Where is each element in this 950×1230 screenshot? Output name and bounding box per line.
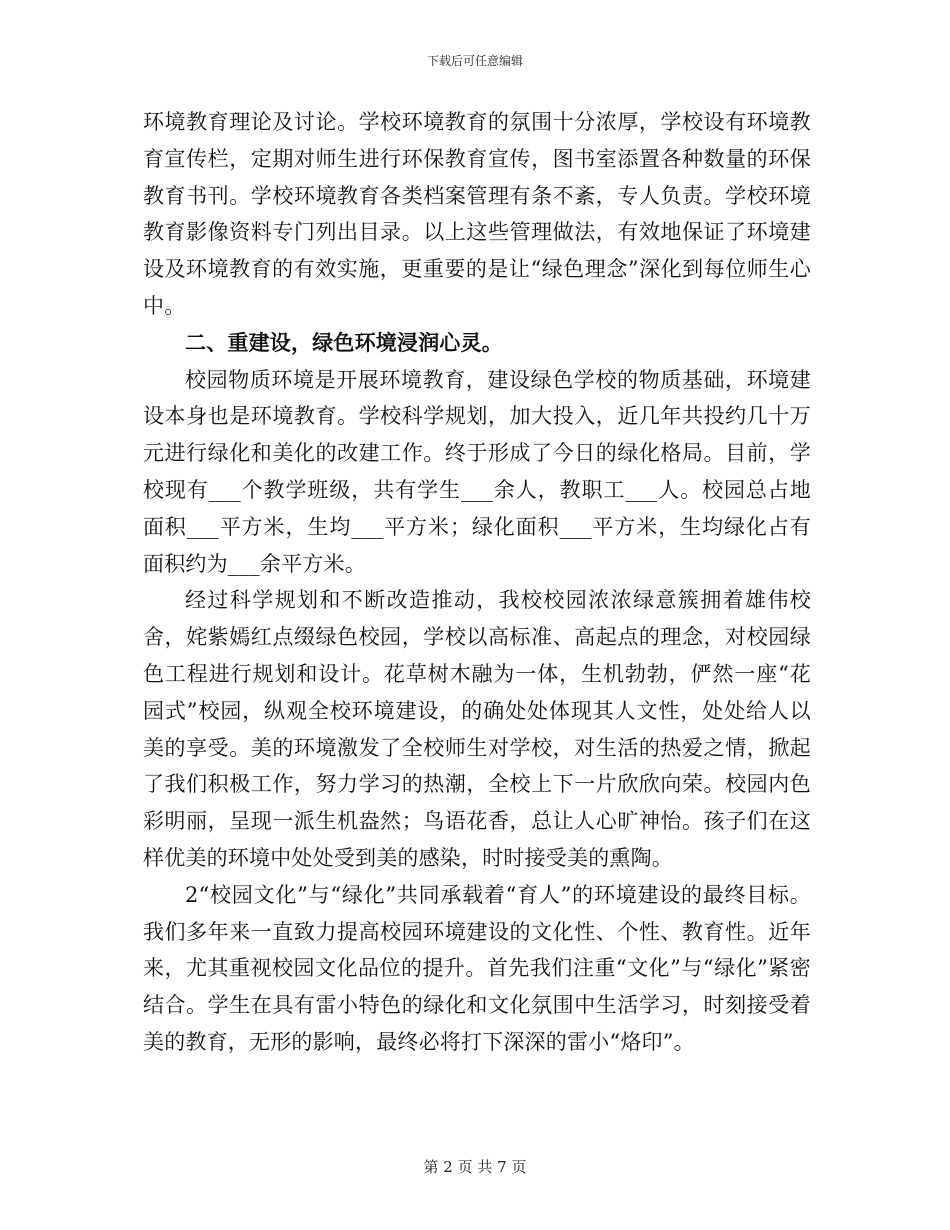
paragraph-campus-culture: 2“校园文化”与“绿化”共同承载着“育人”的环境建设的最终目标。我们多年来一直致力提高校园环境建设的文化性、个性、教育性。近年来，尤其重视校园文化品位的提升。首先我们注重“文化”与“绿化”紧密结合。学生在具有雷小特色的绿化和文化氛围中生活学习，时刻接受着美的教育，无形的影响，最终必将打下深深的雷小“烙印”。 — [143, 882, 811, 1054]
document-body — [143, 104, 811, 1061]
paragraph-campus-greening: 经过科学规划和不断改造推动，我校校园浓浓绿意簇拥着雄伟校舍，姹紫嫣红点缀绿色校园，学校以高标准、高起点的理念，对校园绿色工程进行规划和设计。花草树木融为一体，生机勃勃，俨然一座“花园式”校园，纵观全校环境建设，的确处处体现其人文性，处处给人以美的享受。美的环境激发了全校师生对学校，对生活的热爱之情，掀起了我们积极工作，努力学习的热潮，全校上下一片欣欣向荣。校园内色彩明丽，呈现一派生机盎然；鸟语花香，总让人心旷神怡。孩子们在这样优美的环境中处处受到美的感染，时时接受美的熏陶。 — [143, 588, 811, 870]
page-footer: 第 2 页 共 7 页 — [423, 1158, 527, 1176]
section-heading: 二、重建设，绿色环境浸润心灵。 — [185, 330, 503, 355]
paragraph-management: 环境教育理论及讨论。学校环境教育的氛围十分浓厚，学校设有环境教育宣传栏，定期对师生进行环保教育宣传，图书室添置各种数量的环保教育书刊。学校环境教育各类档案管理有条不紊，专人负责。学校环境教育影像资料专门列出目录。以上这些管理做法，有效地保证了环境建设及环境教育的有效实施，更重要的是让“绿色理念”深化到每位师生心中。 — [143, 110, 811, 318]
paragraph-campus-environment: 校园物质环境是开展环境教育，建设绿色学校的物质基础，环境建设本身也是环境教育。学校科学规划，加大投入，近几年共投约几十万元进行绿化和美化的改建工作。终于形成了今日的绿化格局。目前，学校现有___个教学班级，共有学生___余人，教职工___人。校园总占地面积___平方米，生均___平方米；绿化面积___平方米，生均绿化占有面积约为___余平方米。 — [143, 367, 811, 576]
page-header: 下载后可任意编辑 — [426, 54, 523, 68]
